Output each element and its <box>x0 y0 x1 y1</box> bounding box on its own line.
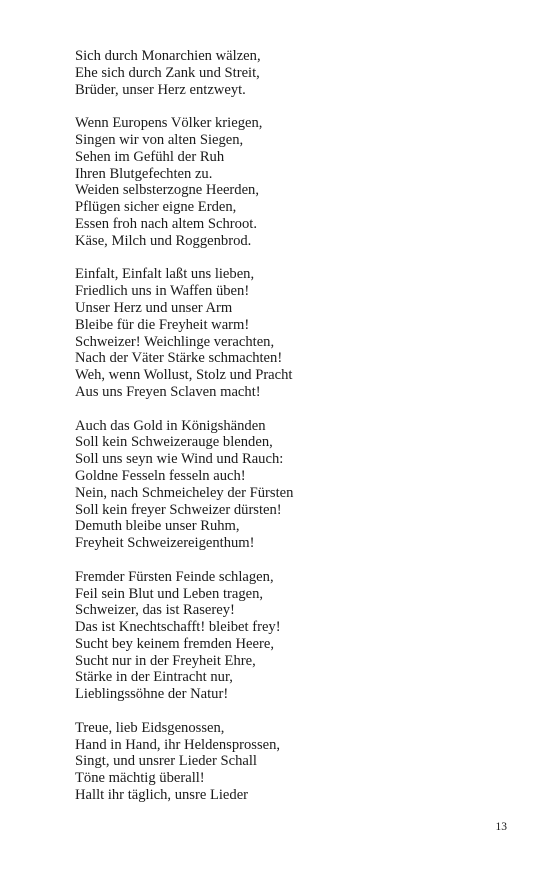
verse-line: Käse, Milch und Roggenbrod. <box>75 232 252 249</box>
verse-line: Singt, und unsrer Lieder Schall <box>75 753 257 770</box>
verse-line: Freyheit Schweizereigenthum! <box>75 535 255 552</box>
stanza-2 <box>75 115 515 249</box>
stanza-4 <box>75 418 515 552</box>
stanza-3 <box>75 266 515 400</box>
verse-line: Das ist Knechtschafft! bleibet frey! <box>75 619 281 636</box>
verse-line: Töne mächtig überall! <box>75 770 205 787</box>
verse-line: Schweizer, das ist Raserey! <box>75 602 235 619</box>
verse-line: Pflügen sicher eigne Erden, <box>75 199 237 216</box>
verse-line: Stärke in der Eintracht nur, <box>75 669 233 686</box>
verse-line: Sich durch Monarchien wälzen, <box>75 48 261 64</box>
page-number: 13 <box>495 821 507 833</box>
verse-line: Schweizer! Weichlinge verachten, <box>75 333 275 350</box>
stanza-5 <box>75 569 515 703</box>
verse-line: Hallt ihr täglich, unsre Lieder <box>75 787 249 804</box>
verse-line: Hand in Hand, ihr Heldensprossen, <box>75 736 281 753</box>
poem-body <box>75 48 515 821</box>
verse-line: Lieblingssöhne der Natur! <box>75 686 229 703</box>
verse-line: Einfalt, Einfalt laßt uns lieben, <box>75 266 255 283</box>
verse-line: Soll kein Schweizerauge blenden, <box>75 434 273 451</box>
verse-line: Weiden selbsterzogne Heerden, <box>75 182 260 199</box>
verse-line: Feil sein Blut und Leben tragen, <box>75 585 264 602</box>
stanza-6 <box>75 720 515 804</box>
verse-line: Wenn Europens Völker kriegen, <box>75 115 263 132</box>
verse-line: Friedlich uns in Waffen üben! <box>75 283 250 300</box>
verse-line: Soll kein freyer Schweizer dürsten! <box>75 501 282 518</box>
verse-line: Goldne Fesseln fesseln auch! <box>75 467 246 484</box>
verse-line: Bleibe für die Freyheit warm! <box>75 316 250 333</box>
verse-line: Ihren Blutgefechten zu. <box>75 165 213 182</box>
verse-line: Unser Herz und unser Arm <box>75 299 233 316</box>
verse-line: Nein, nach Schmeicheley der Fürsten <box>75 484 294 501</box>
verse-line: Brüder, unser Herz entzweyt. <box>75 81 246 98</box>
verse-line: Singen wir von alten Siegen, <box>75 131 244 148</box>
verse-line: Nach der Väter Stärke schmachten! <box>75 350 283 367</box>
verse-line: Ehe sich durch Zank und Streit, <box>75 64 260 81</box>
stanza-1 <box>75 48 515 98</box>
verse-line: Weh, wenn Wollust, Stolz und Pracht <box>75 367 293 384</box>
verse-line: Essen froh nach altem Schroot. <box>75 215 257 232</box>
verse-line: Demuth bleibe unser Ruhm, <box>75 518 240 535</box>
verse-line: Sucht bey keinem fremden Heere, <box>75 635 274 652</box>
verse-line: Sucht nur in der Freyheit Ehre, <box>75 652 256 669</box>
verse-line: Sehen im Gefühl der Ruh <box>75 148 225 165</box>
verse-line: Aus uns Freyen Sclaven macht! <box>75 383 261 400</box>
verse-line: Fremder Fürsten Feinde schlagen, <box>75 568 274 585</box>
verse-line: Treue, lieb Eidsgenossen, <box>75 719 225 736</box>
verse-line: Auch das Gold in Königshänden <box>75 417 266 434</box>
verse-line: Soll uns seyn wie Wind und Rauch: <box>75 451 284 468</box>
